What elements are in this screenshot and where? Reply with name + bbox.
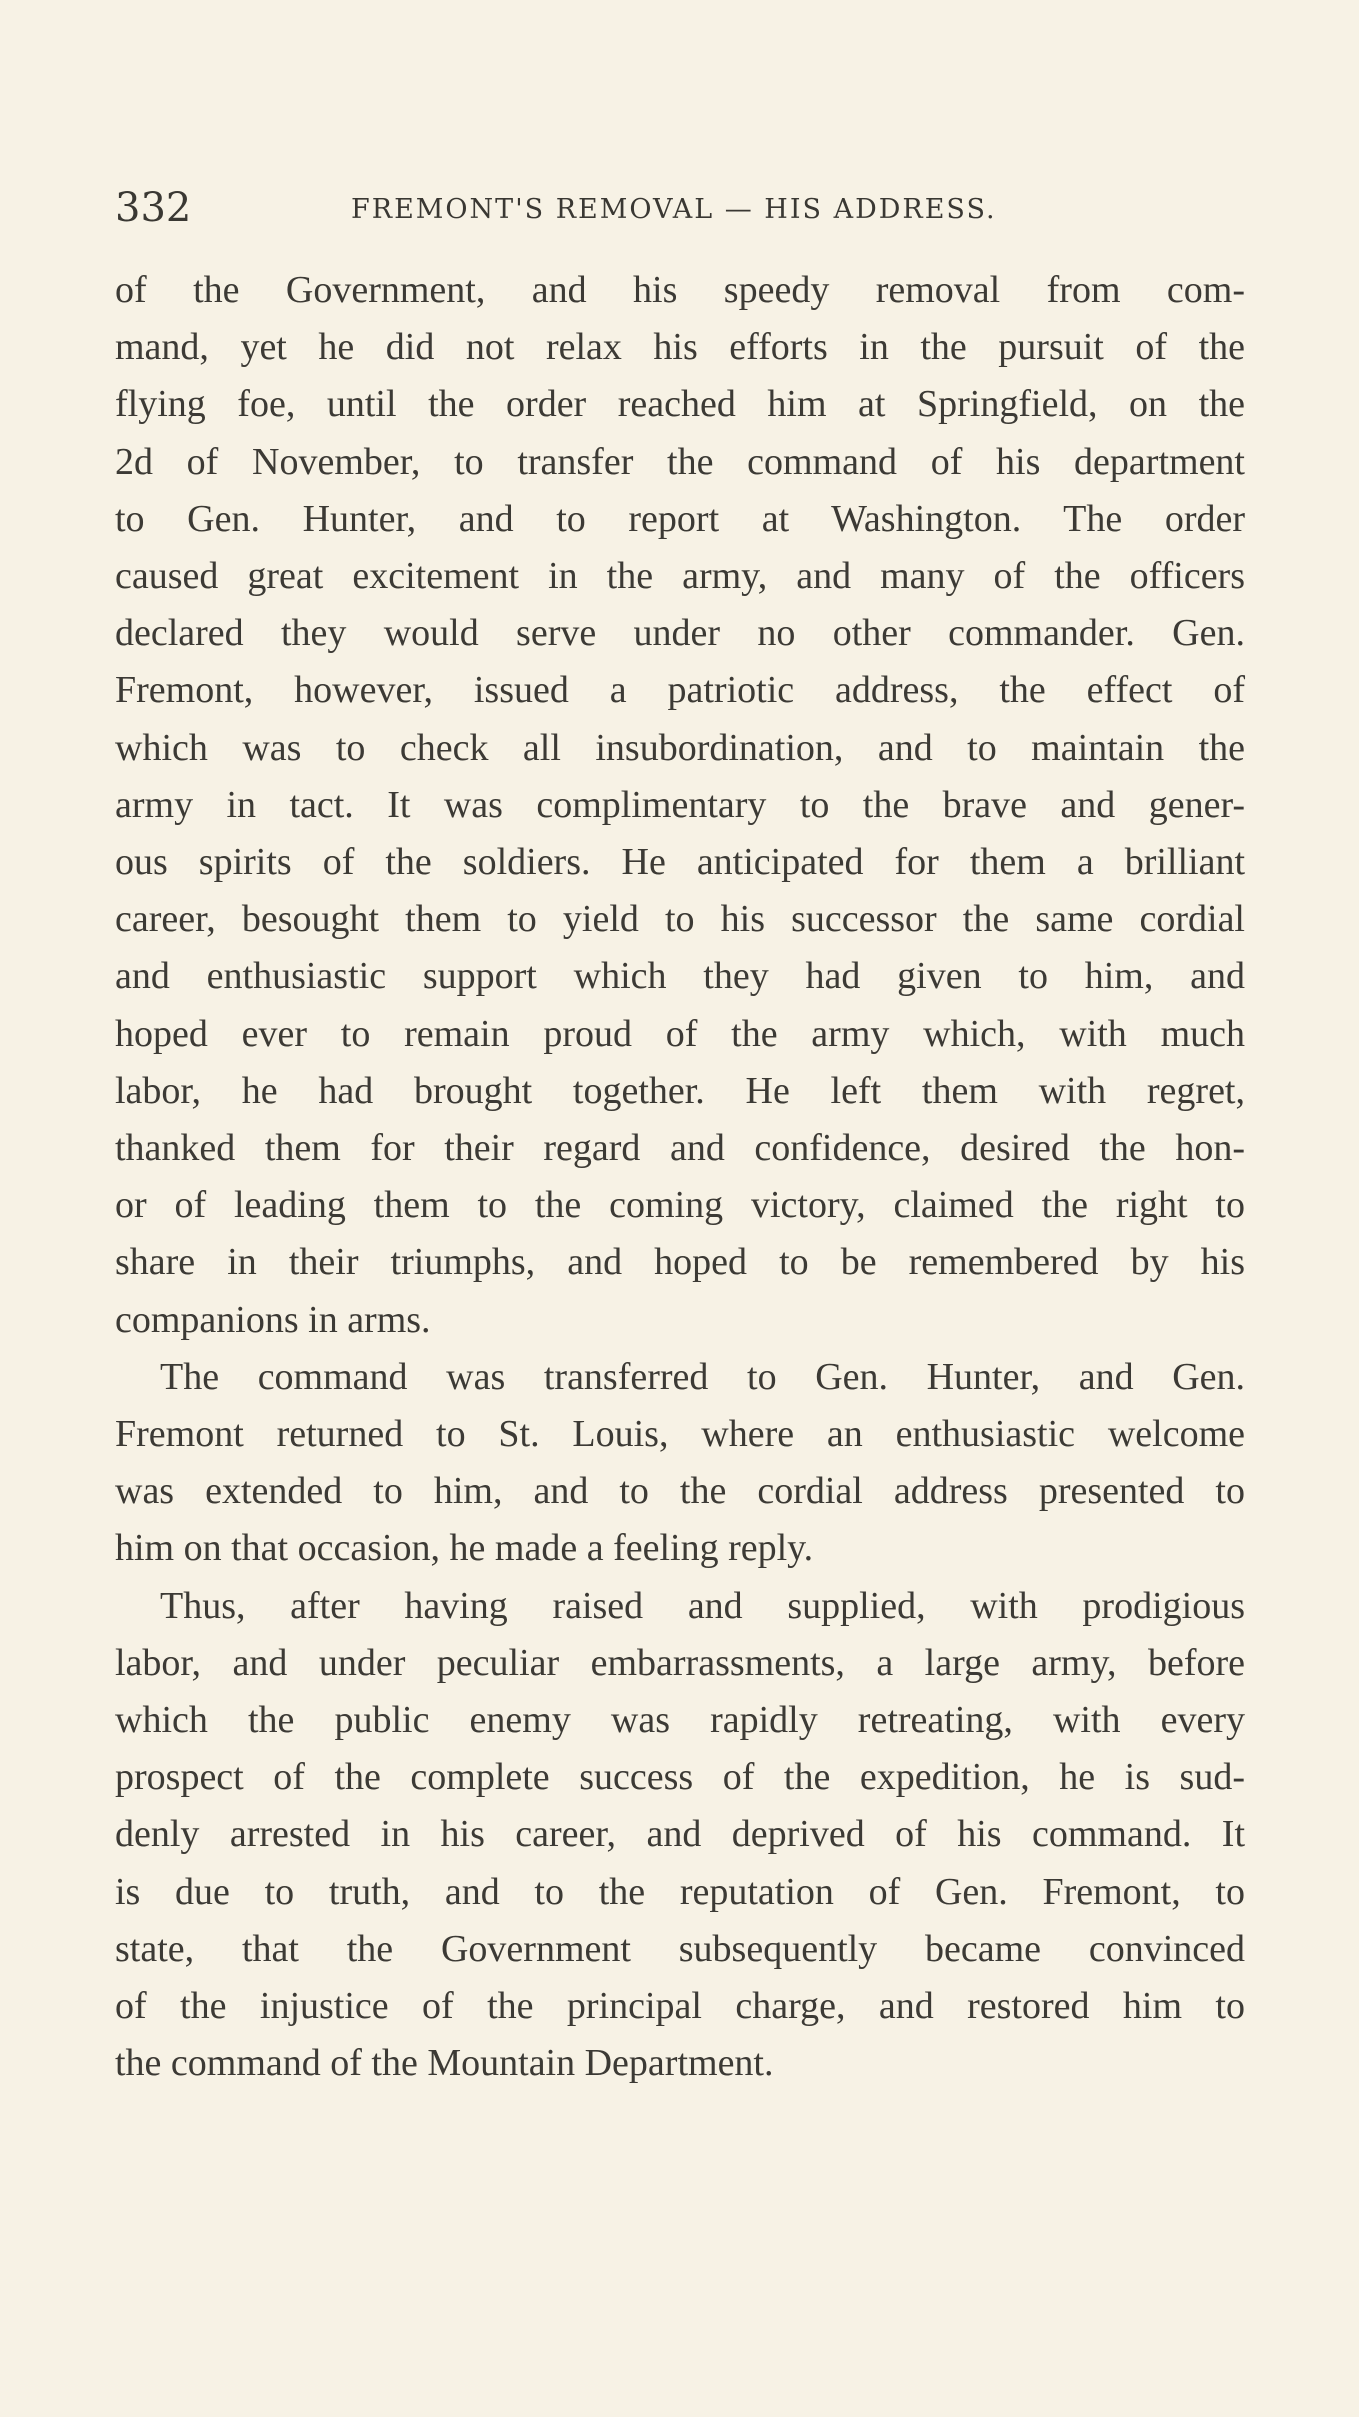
text-line: and enthusiastic support which they had given to him, and [115, 955, 1245, 998]
text-line: career, besought them to yield to his successor the same cordial [115, 898, 1245, 941]
paragraph-3 [115, 1578, 1245, 2093]
text-line: labor, and under peculiar embarrassments, a large army, before [115, 1641, 1245, 1684]
text-line: him on that occasion, he made a feeling reply. [115, 1527, 814, 1570]
text-line: declared they would serve under no other commander. Gen. [115, 612, 1245, 655]
text-line: of the injustice of the principal charge, and restored him to [115, 1985, 1245, 2028]
text-line: mand, yet he did not relax his efforts in the pursuit of the [115, 326, 1245, 369]
running-head: FREMONT'S REMOVAL — HIS ADDRESS. [351, 194, 997, 225]
text-line: prospect of the complete success of the expedition, he is sud- [115, 1756, 1245, 1799]
text-line: The command was transferred to Gen. Hunter, and Gen. [160, 1355, 1245, 1398]
text-line: companions in arms. [115, 1298, 431, 1341]
text-line: ous spirits of the soldiers. He anticipated for them a brilliant [115, 841, 1245, 884]
paragraph-2 [115, 1349, 1245, 1578]
text-line: denly arrested in his career, and deprived of his command. It [115, 1813, 1245, 1856]
text-line: the command of the Mountain Department. [115, 2042, 774, 2085]
page-number: 332 [115, 185, 192, 231]
text-line: 2d of November, to transfer the command of his department [115, 440, 1245, 483]
text-line: to Gen. Hunter, and to report at Washington. The order [115, 497, 1245, 540]
text-line: which was to check all insubordination, and to maintain the [115, 726, 1245, 769]
text-line: share in their triumphs, and hoped to be remembered by his [115, 1241, 1245, 1284]
text-line: hoped ever to remain proud of the army which, with much [115, 1012, 1245, 1055]
text-line: Fremont returned to St. Louis, where an enthusiastic welcome [115, 1413, 1245, 1456]
text-line: thanked them for their regard and confidence, desired the hon- [115, 1127, 1245, 1170]
text-line: which the public enemy was rapidly retreating, with every [115, 1699, 1245, 1742]
text-line: was extended to him, and to the cordial address presented to [115, 1470, 1245, 1513]
text-line: Fremont, however, issued a patriotic address, the effect of [115, 669, 1245, 712]
text-line: of the Government, and his speedy removal from com- [115, 269, 1245, 311]
text-line: caused great excitement in the army, and many of the officers [115, 555, 1245, 598]
text-line: flying foe, until the order reached him at Springfield, on the [115, 383, 1245, 426]
text-line: is due to truth, and to the reputation of Gen. Fremont, to [115, 1870, 1245, 1913]
text-line: labor, he had brought together. He left them with regret, [115, 1069, 1245, 1112]
text-line: or of leading them to the coming victory, claimed the right to [115, 1184, 1245, 1227]
body-text [115, 262, 1245, 2093]
text-line: state, that the Government subsequently became convinced [115, 1927, 1245, 1970]
text-line: army in tact. It was complimentary to the brave and gener- [115, 783, 1245, 826]
text-line: Thus, after having raised and supplied, with prodigious [160, 1584, 1245, 1627]
page-header [115, 180, 1245, 240]
paragraph-1 [115, 262, 1245, 1349]
